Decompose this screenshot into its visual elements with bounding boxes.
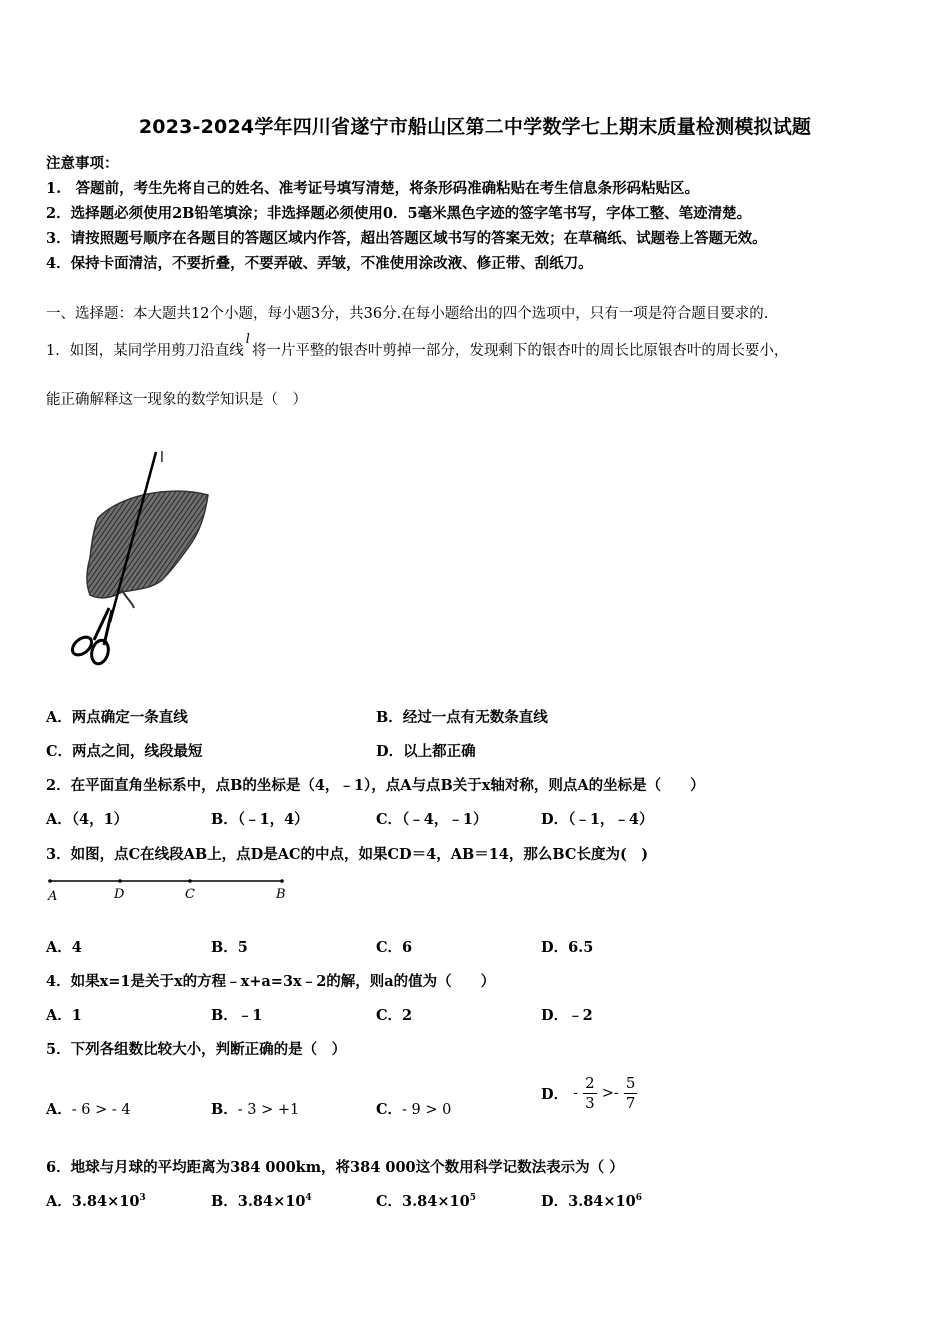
q3-option-a[interactable]: A．4 (46, 939, 82, 956)
ginkgo-leaf-shape (87, 491, 208, 598)
point-c-dot (188, 879, 192, 883)
notice-heading: 注意事项： (46, 155, 119, 172)
q5-option-d-fraction-2 (624, 1074, 638, 1113)
question-1-text (46, 332, 789, 360)
section-heading: 一、选择题：本大题共12个小题，每小题3分，共36分.在每小题给出的四个选项中，只有一项是符合题目要求的. (46, 306, 769, 322)
q6-option-a-exp: 3 (139, 1193, 146, 1204)
q5-option-a-expr: - 6 > - 4 (71, 1102, 131, 1118)
q3-option-c[interactable]: C．6 (376, 939, 413, 956)
q2-option-a[interactable]: A．（4，1） (46, 811, 129, 828)
q5-option-a[interactable] (46, 1098, 131, 1119)
q5-option-a-label: A． (46, 1101, 72, 1118)
q5-option-c-expr: - 9 > 0 (402, 1102, 452, 1118)
page-title: 2023-2024学年四川省遂宁市船山区第二中学数学七上期末质量检测模拟试题 (138, 116, 812, 138)
q4-option-b[interactable]: B．﹣1 (211, 1007, 263, 1024)
point-c-label: C (185, 887, 195, 902)
q6-option-c-base: 3.84×10 (402, 1193, 470, 1210)
fraction-2-denominator: 7 (625, 1094, 636, 1112)
q5-option-d-fraction-1 (583, 1074, 597, 1113)
q6-option-d-exp: 6 (635, 1193, 642, 1204)
notice-item-1: 1. 答题前，考生先将自己的姓名、准考证号填写清楚，将条形码准确粘贴在考生信息条形码粘贴区。 (46, 180, 700, 197)
question-5-text: 5．下列各组数比较大小，判断正确的是（ ） (46, 1041, 347, 1058)
point-b-label: B (276, 887, 286, 902)
q1-option-c[interactable]: C．两点之间，线段最短 (46, 743, 203, 760)
question-2-text: 2．在平面直角坐标系中，点B的坐标是（4，﹣1），点A与点B关于x轴对称，则点A的坐标是（ ） (46, 777, 705, 794)
question-1-part1: 1．如图，某同学用剪刀沿直线 (46, 343, 244, 359)
segment-figure (44, 872, 294, 906)
q5-option-c[interactable] (376, 1098, 451, 1119)
question-1-var-l: l (245, 332, 250, 347)
question-1-line2: 能正确解释这一现象的数学知识是（ ） (46, 392, 307, 408)
q5-option-b[interactable] (211, 1098, 299, 1119)
q6-option-c[interactable] (376, 1190, 476, 1211)
q1-option-d[interactable]: D．以上都正确 (376, 743, 476, 760)
q6-option-b-exp: 4 (305, 1193, 312, 1204)
q5-option-b-expr: - 3 > +1 (237, 1102, 300, 1118)
leaf-stem (122, 590, 134, 608)
q6-option-d-label: D． (541, 1193, 569, 1210)
q2-option-d[interactable]: D．（﹣1，﹣4） (541, 811, 654, 828)
point-a-label: A (48, 889, 58, 904)
figure-label-l: l (160, 450, 164, 466)
q6-option-b-base: 3.84×10 (237, 1193, 306, 1210)
question-3-text: 3．如图，点C在线段AB上，点D是AC的中点，如果CD＝4，AB＝14，那么BC长度为( ) (46, 846, 649, 863)
q1-option-b[interactable]: B．经过一点有无数条直线 (376, 709, 548, 726)
ginkgo-scissors-figure (60, 440, 220, 670)
q4-option-a[interactable]: A．1 (46, 1007, 82, 1024)
q5-option-b-label: B． (211, 1101, 238, 1118)
q6-option-b[interactable] (211, 1190, 312, 1211)
q6-option-b-label: B． (211, 1193, 238, 1210)
q5-option-d-operator: >- (601, 1085, 619, 1102)
q6-option-c-label: C． (376, 1193, 403, 1210)
notice-item-2: 2．选择题必须使用2B铅笔填涂；非选择题必须使用0．5毫米黑色字迹的签字笔书写，字体工整、笔迹清楚。 (46, 205, 752, 222)
notice-item-4: 4．保持卡面清洁，不要折叠，不要弄破、弄皱，不准使用涂改液、修正带、刮纸刀。 (46, 255, 593, 272)
q6-option-a[interactable] (46, 1190, 146, 1211)
q4-option-d[interactable]: D．﹣2 (541, 1007, 593, 1024)
question-6-text: 6．地球与月球的平均距离为384 000km，将384 000这个数用科学记数法表示为（ ） (46, 1159, 624, 1176)
point-b-dot (280, 879, 284, 883)
q3-option-b[interactable]: B．5 (211, 939, 248, 956)
q6-option-c-exp: 5 (469, 1193, 476, 1204)
q2-option-b[interactable]: B．（﹣1，4） (211, 811, 309, 828)
question-4-text: 4．如果x=1是关于x的方程﹣x+a=3x﹣2的解，则a的值为（ ） (46, 973, 496, 990)
notice-item-3: 3．请按照题号顺序在各题目的答题区域内作答，超出答题区域书写的答案无效；在草稿纸、试题卷上答题无效。 (46, 230, 767, 247)
q5-option-c-label: C． (376, 1101, 403, 1118)
q6-option-d[interactable] (541, 1190, 642, 1211)
q5-option-d-minus: - (573, 1085, 579, 1102)
q6-option-a-label: A． (46, 1193, 72, 1210)
point-d-dot (118, 879, 122, 883)
point-a-dot (48, 879, 52, 883)
q1-option-a[interactable]: A．两点确定一条直线 (46, 709, 188, 726)
q4-option-c[interactable]: C．2 (376, 1007, 413, 1024)
q5-option-d-label: D． (541, 1086, 569, 1103)
question-1-part2: 将一片平整的银杏叶剪掉一部分，发现剩下的银杏叶的周长比原银杏叶的周长要小， (251, 343, 789, 359)
point-d-label: D (114, 887, 125, 902)
q5-option-d[interactable] (541, 1074, 637, 1113)
fraction-1-denominator: 3 (585, 1094, 595, 1112)
q3-option-d[interactable]: D．6.5 (541, 939, 594, 956)
fraction-1-numerator: 2 (585, 1074, 595, 1092)
q6-option-a-base: 3.84×10 (71, 1193, 140, 1210)
q6-option-d-base: 3.84×10 (568, 1193, 636, 1210)
q2-option-c[interactable]: C．（﹣4，﹣1） (376, 811, 488, 828)
fraction-2-numerator: 5 (625, 1074, 636, 1092)
